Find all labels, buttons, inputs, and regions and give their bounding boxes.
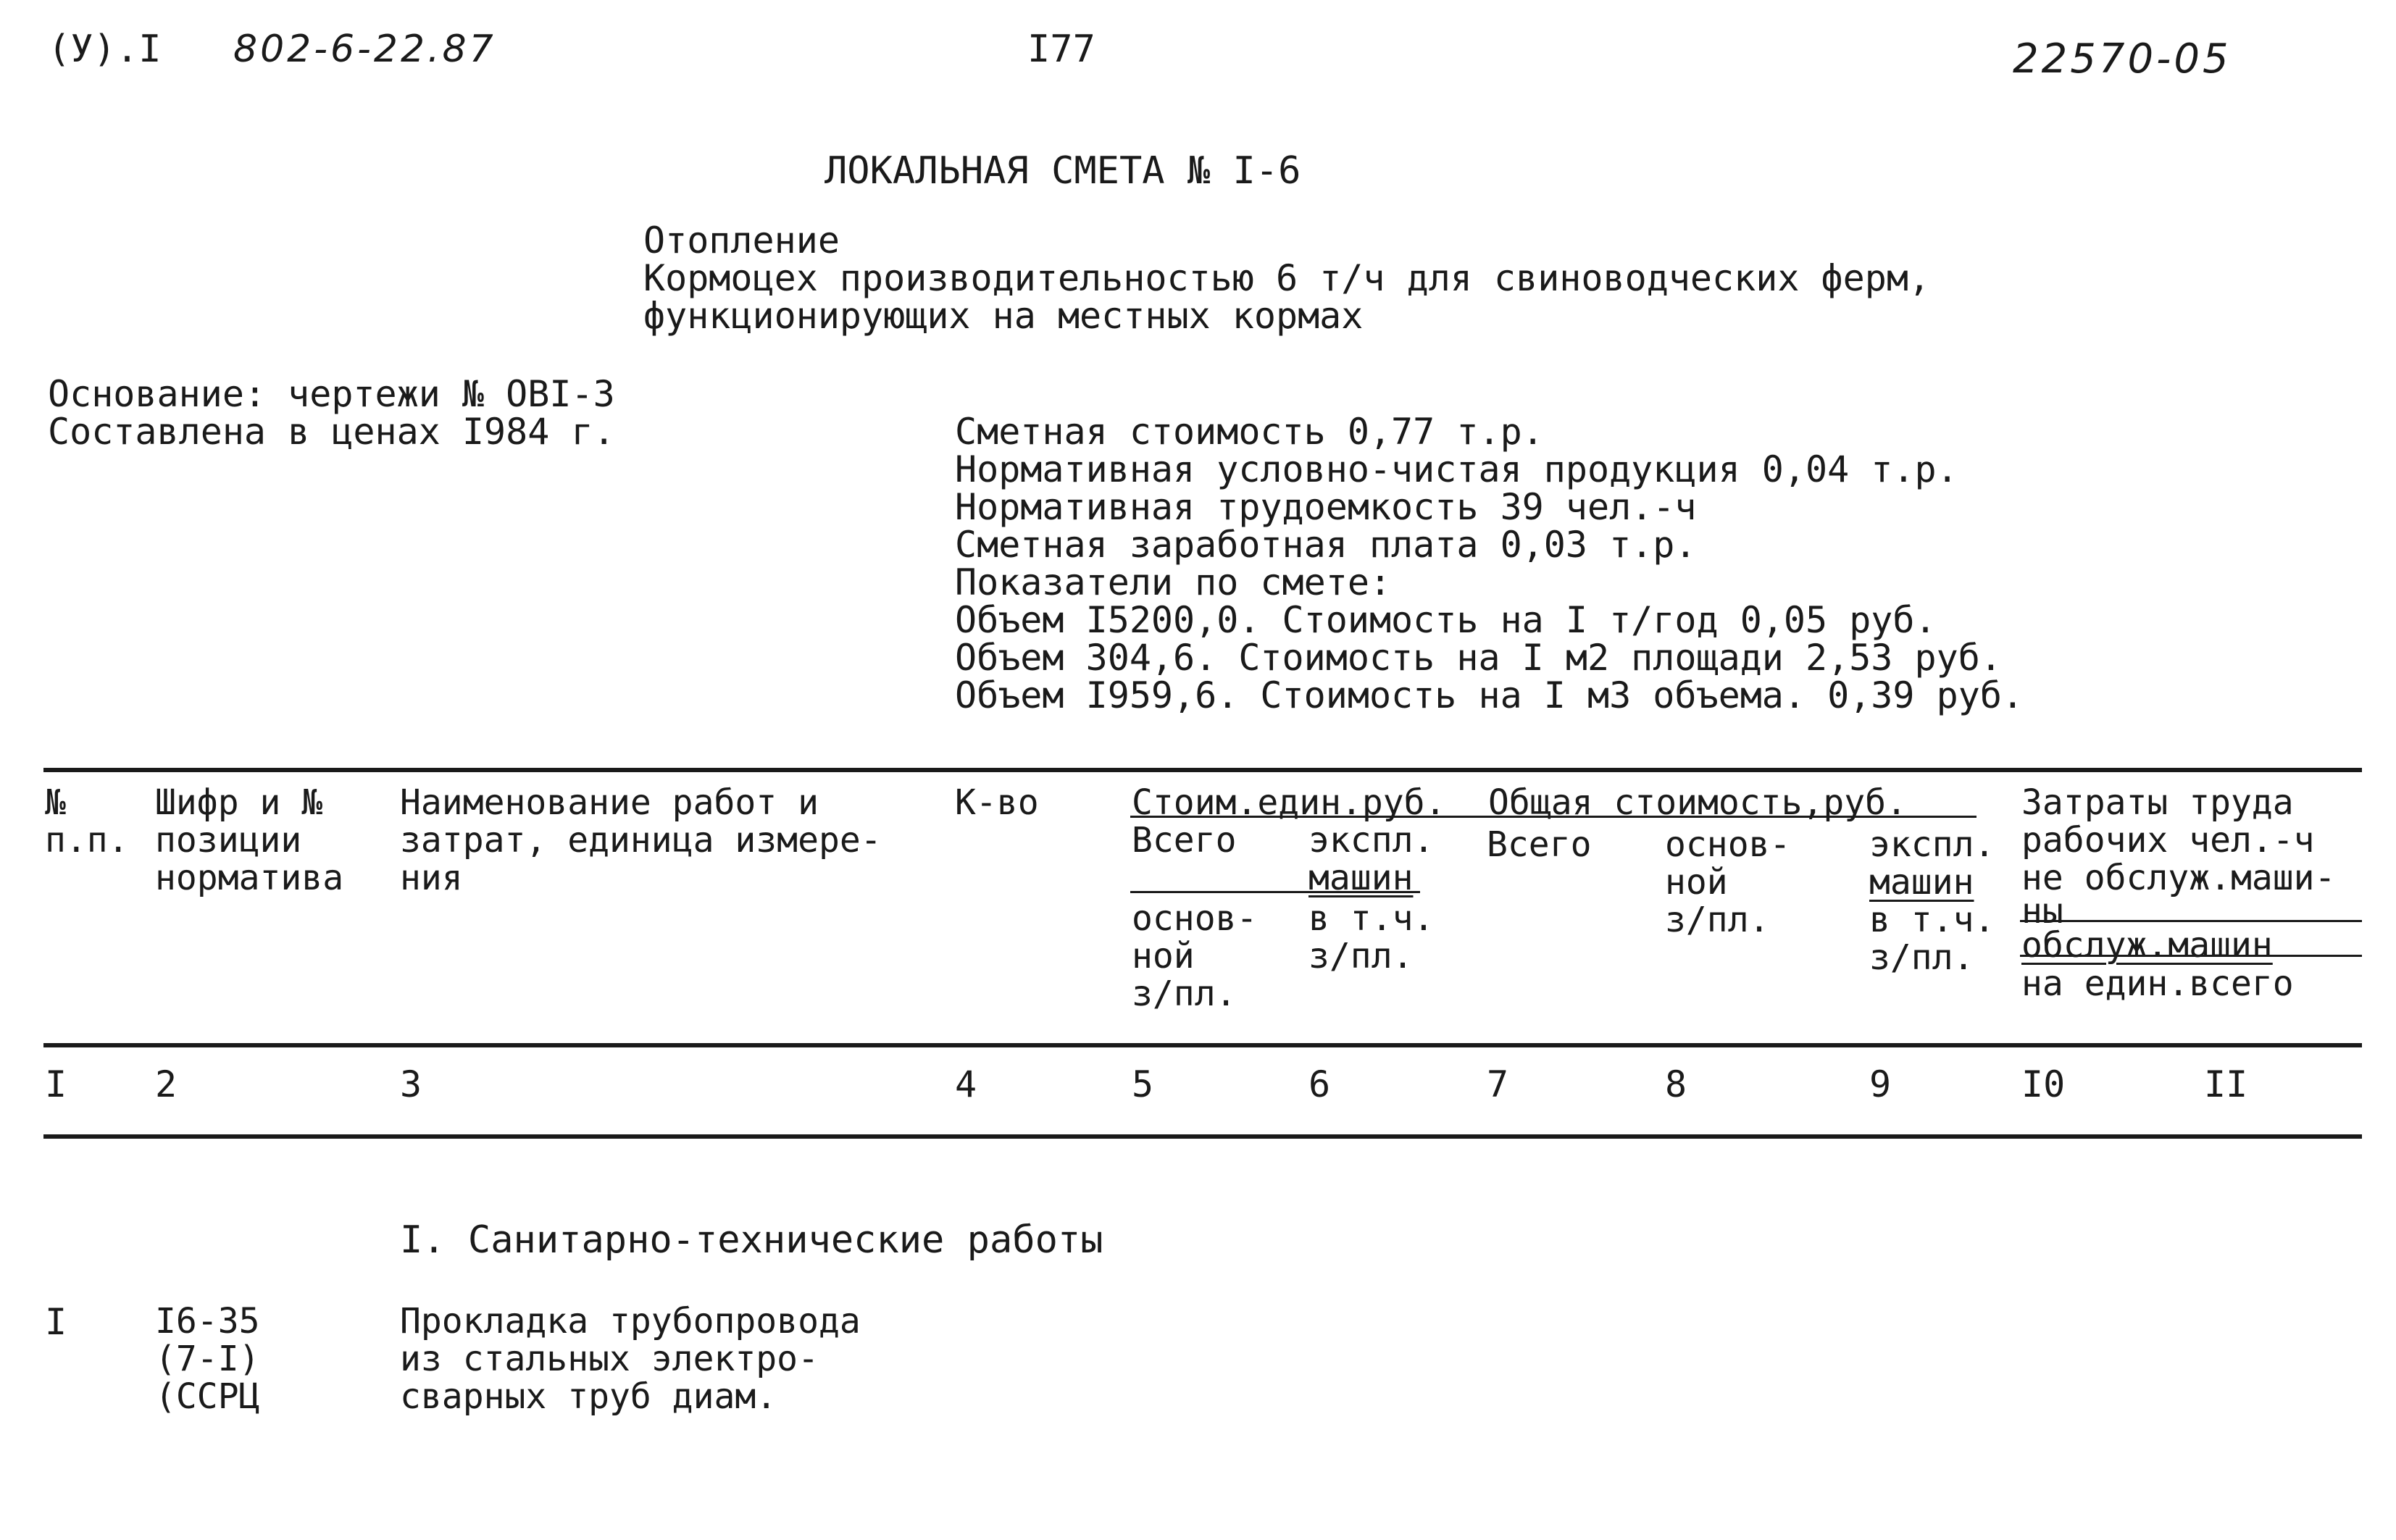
col6-bottom-header [1308, 900, 1434, 975]
header-text: п.п. [45, 820, 129, 861]
column-number: II [2204, 1063, 2248, 1105]
header-text: норматива [155, 858, 344, 898]
column-number: 8 [1665, 1063, 1687, 1105]
page-number: I77 [1027, 28, 1095, 71]
header-text: позиции [155, 820, 302, 861]
column-number: 6 [1308, 1063, 1331, 1105]
row-name-line: из стальных электро- [400, 1339, 819, 1379]
summary-line: Сметная стоимость 0,77 т.р. [955, 411, 1544, 453]
header-text: Всего [1487, 824, 1592, 865]
header-text: машин [1869, 862, 1974, 903]
header-text: экспл. [1869, 824, 1995, 865]
header-text: основ- [1665, 824, 1791, 865]
subtitle-line: Отопление [643, 219, 840, 261]
header-text: Шифр и № [155, 782, 323, 823]
summary-line: Объем 304,6. Стоимость на I м2 площади 2,53 руб. [955, 637, 2002, 679]
col-name-header [400, 784, 882, 897]
row-code-line: (ССРЦ [155, 1376, 260, 1417]
header-text: Наименование работ и [400, 782, 819, 823]
summary-block [955, 413, 2024, 714]
row-name [400, 1302, 861, 1415]
header-text: К-во [955, 782, 1039, 823]
header-text: основ- [1132, 898, 1258, 939]
header-text: з/пл. [1132, 974, 1237, 1014]
basis-line: Основание: чертежи № OBI-3 [48, 373, 615, 415]
col5-bottom-header [1132, 900, 1257, 1013]
header-text: ной [1665, 862, 1728, 903]
summary-line: Объем I5200,0. Стоимость на I т/год 0,05 руб. [955, 599, 1937, 641]
left-mark: (У).I [48, 28, 162, 71]
basis-block [48, 375, 615, 451]
basis-line: Составлена в ценах I984 г. [48, 411, 615, 453]
header-text: машин [1308, 858, 1414, 898]
column-number: 5 [1132, 1063, 1154, 1105]
col6-top-header [1308, 821, 1434, 897]
header-text: в т.ч. [1308, 898, 1435, 939]
row-code [155, 1302, 260, 1415]
subtitle-line: функционирующих на местных кормах [643, 295, 1364, 337]
col5-top-header [1132, 821, 1237, 859]
header-text: в т.ч. [1869, 900, 1995, 940]
header-text: № [45, 782, 66, 823]
header-text: обслуж.машин [2021, 925, 2273, 966]
summary-line: Нормативная условно-чистая продукция 0,04 т.р. [955, 448, 1958, 490]
column-number: 2 [155, 1063, 178, 1105]
section-title: I. Санитарно-технические работы [400, 1218, 1103, 1262]
header-text: з/пл. [1665, 900, 1770, 940]
summary-line: Сметная заработная плата 0,03 т.р. [955, 524, 1697, 566]
column-number: 9 [1869, 1063, 1892, 1105]
header-bottom-rule [43, 1043, 2362, 1047]
col8-header [1665, 826, 1790, 939]
row-code-line: I6-35 [155, 1301, 260, 1342]
unit-cost-group-header: Стоим.един.руб. [1132, 782, 1446, 823]
document-number: 22570-05 [2013, 35, 2232, 83]
header-text: ния [400, 858, 463, 898]
summary-line: Объем I959,6. Стоимость на I м3 объема. 0,39 руб. [955, 674, 2024, 716]
header-text: затрат, единица измере- [400, 820, 882, 861]
row-name-line: сварных труб диам. [400, 1376, 777, 1417]
col9-bottom-header [1869, 901, 1995, 976]
labor-header [2021, 784, 2335, 1003]
header-text: рабочих чел.-ч [2021, 820, 2315, 861]
header-text: Затраты труда [2021, 782, 2294, 823]
header-text: не обслуж.маши- [2021, 858, 2336, 898]
subtitle-line: Кормоцех производительностью 6 т/ч для свиноводческих ферм, [643, 257, 1931, 299]
row-number: I [45, 1301, 67, 1343]
column-number-rule [43, 1134, 2362, 1139]
header-text: ной [1132, 936, 1195, 976]
col7-header [1487, 826, 1592, 863]
total-cost-group-header: Общая стоимость,руб. [1488, 782, 1907, 823]
header-text: з/пл. [1869, 937, 1974, 978]
column-number: I0 [2021, 1063, 2066, 1105]
header-text: на един.всего [2021, 963, 2294, 1004]
summary-line: Показатели по смете: [955, 561, 1392, 603]
series-code: 802-6-22.87 [233, 28, 496, 71]
row-name-line: Прокладка трубопровода [400, 1301, 861, 1342]
header-text: з/пл. [1308, 936, 1414, 976]
row-code-line: (7-I) [155, 1339, 260, 1379]
document-title: ЛОКАЛЬНАЯ СМЕТА № I-6 [825, 149, 1301, 193]
col9-top-header [1869, 826, 1995, 901]
header-text: экспл. [1308, 820, 1435, 861]
col-qty-header [955, 784, 1039, 821]
header-text: Всего [1132, 820, 1237, 861]
column-number: I [45, 1063, 67, 1105]
column-number: 3 [400, 1063, 422, 1105]
column-number: 7 [1487, 1063, 1509, 1105]
table-top-rule [43, 768, 2362, 772]
header-text: ны [2021, 891, 2063, 932]
col-number-header [45, 784, 129, 859]
subtitle-block [643, 219, 1931, 337]
col-code-header [155, 784, 343, 897]
column-number: 4 [955, 1063, 977, 1105]
summary-line: Нормативная трудоемкость 39 чел.-ч [955, 486, 1697, 528]
